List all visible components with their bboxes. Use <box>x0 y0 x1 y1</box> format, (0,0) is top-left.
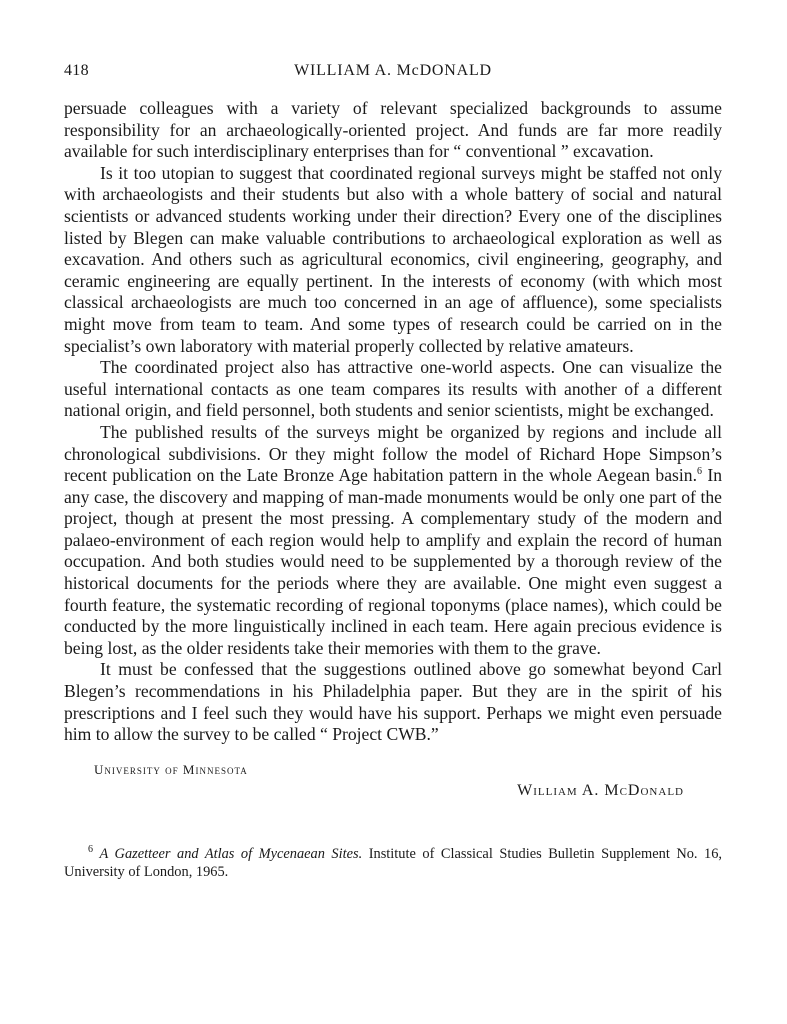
paragraph-2: Is it too utopian to suggest that coordinated regional surveys might be staffed not only with archaeologists and their students but also with a whole battery of social and natural scientists or advanced students working under their direction? Every one of the disciplines listed by Blegen can make valuable contributions to archaeological exploration as well as excavation. And others such as agricultural economics, civil engineering, geography, and ceramic engineering are equally pertinent. In the interests of economy (with which most classical archaeologists are much too concerned in an age of affluence), some specialists might move from team to team. And some types of research could be carried on in the specialist’s own laboratory with material properly collected by relative amateurs. <box>64 162 722 356</box>
paragraph-4 <box>64 422 722 660</box>
author-signature: William A. McDonald <box>517 781 684 799</box>
body-text <box>64 98 722 746</box>
running-title: WILLIAM A. McDONALD <box>294 62 492 79</box>
running-head <box>64 58 722 82</box>
paragraph-1: persuade colleagues with a variety of relevant specialized backgrounds to assume responsibility for an archaeologically-oriented project. And funds are far more readily available for such interdisciplinary enterprises than for “ conventional ” excavation. <box>64 98 722 162</box>
footnote-text: Institute of Classical Studies Bulletin Supplement No. 16, University of London, 1965. <box>64 845 722 880</box>
footnote <box>64 845 722 881</box>
page-number: 418 <box>64 62 89 79</box>
footnote-marker: 6 <box>88 844 93 856</box>
paragraph-4-text-before-note: The published results of the surveys might be organized by regions and include all chronological subdivisions. Or they might follow the model of Richard Hope Simpson’s recent publication on the Late Bronze Age habitation pattern in the whole Aegean basin. <box>64 421 722 486</box>
paragraph-4-text-after-note: In any case, the discovery and mapping of man-made monuments would be only one part of the project, though at present the most pressing. A complementary study of the modern and palaeo-environment of each region would help to amplify and explain the record of human occupation. And both studies would need to be supplemented by a thorough review of the historical documents for the periods where they are available. One might even suggest a fourth feature, the systematic recording of regional toponyms (place names), which could be conducted by the more linguistically inclined in each team. Here again precious evidence is being lost, as the older residents take their memories with them to the grave. <box>64 465 723 658</box>
paragraph-3: The coordinated project also has attractive one-world aspects. One can visualize the useful international contacts as one team compares its results with another of a different national origin, and field personnel, both students and senior scientists, might be exchanged. <box>64 357 722 421</box>
paragraph-5: It must be confessed that the suggestions outlined above go somewhat beyond Carl Blegen’s recommendations in his Philadelphia paper. But they are in the spirit of his prescriptions and I feel such they would have his support. Perhaps we might even persuade him to allow the survey to be called “ Project CWB.” <box>64 659 722 745</box>
page <box>64 58 722 881</box>
footnote-reference[interactable]: 6 <box>696 466 702 478</box>
footnote-title: A Gazetteer and Atlas of Mycenaean Sites. <box>99 845 363 862</box>
author-affiliation: University of Minnesota <box>94 761 248 777</box>
